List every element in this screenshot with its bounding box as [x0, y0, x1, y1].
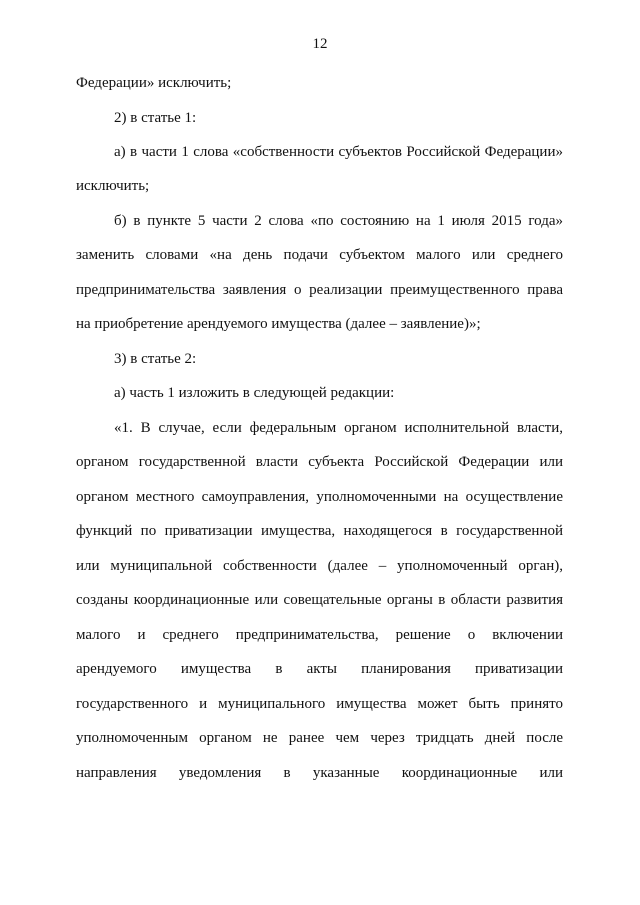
text-line: на приобретение арендуемого имущества (далее – заявление)»;: [76, 316, 481, 332]
text-line: 2) в статье 1:: [114, 110, 197, 126]
text-line: заменить словами «на день подачи субъектом малого или среднего: [76, 247, 563, 263]
text-line: органом государственной власти субъекта Российской Федерации или: [76, 454, 563, 470]
text-line: «1. В случае, если федеральным органом исполнительной власти,: [114, 420, 563, 436]
page-number: 12: [312, 36, 328, 52]
text-line: уполномоченным органом не ранее чем через тридцать дней после: [76, 730, 563, 746]
text-line: исключить;: [76, 178, 150, 194]
text-line: а) в части 1 слова «собственности субъектов Российской Федерации»: [114, 144, 563, 160]
text-line: арендуемого имущества в акты планирования приватизации: [76, 661, 563, 677]
text-line: малого и среднего предпринимательства, решение о включении: [76, 627, 563, 643]
text-line: созданы координационные или совещательные органы в области развития: [76, 592, 563, 608]
text-line: предпринимательства заявления о реализации преимущественного права: [76, 282, 563, 298]
text-line: 3) в статье 2:: [114, 351, 197, 367]
text-line: б) в пункте 5 части 2 слова «по состоянию на 1 июля 2015 года»: [114, 213, 563, 229]
text-line: направления уведомления в указанные координационные или: [76, 765, 563, 781]
text-line: Федерации» исключить;: [76, 75, 232, 91]
text-line: органом местного самоуправления, уполномоченными на осуществление: [76, 489, 563, 505]
text-line: государственного и муниципального имущества может быть принято: [76, 696, 563, 712]
text-line: или муниципальной собственности (далее – уполномоченный орган),: [76, 558, 563, 574]
text-line: а) часть 1 изложить в следующей редакции:: [114, 385, 395, 401]
text-line: функций по приватизации имущества, находящегося в государственной: [76, 523, 563, 539]
